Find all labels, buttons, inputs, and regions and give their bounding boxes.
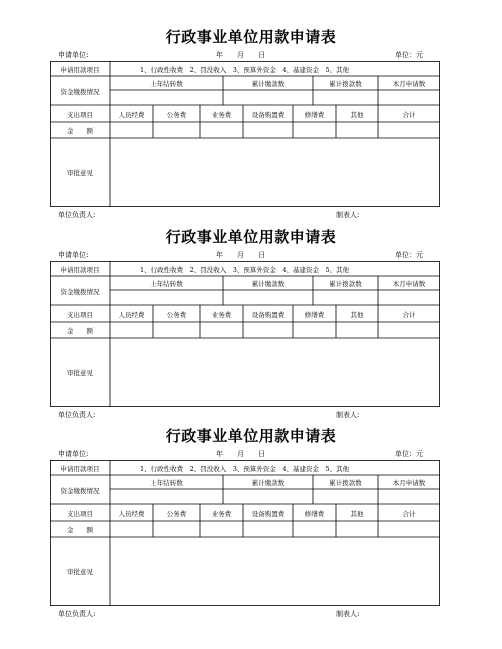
- form-title: 行政事业单位用款申请表: [165, 28, 337, 46]
- fund-header-prior-year: 上年结转数: [150, 479, 183, 487]
- expense-header-office: 公务费: [166, 311, 187, 319]
- expense-header-personnel: 人员经费: [118, 510, 145, 518]
- preparer-label: 制表人:: [336, 411, 360, 419]
- expense-header-equipment: 设备购置费: [251, 510, 285, 518]
- project-options-text: 1、行政性收费 2、罚没收入 3、预算外资金 4、基建资金 5、其他: [140, 266, 350, 274]
- currency-unit-label: 单位：元: [395, 450, 423, 458]
- row-label-project: 申请用款项目: [60, 66, 100, 74]
- expense-header-business: 业务费: [211, 510, 232, 518]
- row-label-expense: 支出项目: [67, 311, 93, 319]
- unit-head-label: 单位负责人:: [58, 610, 96, 618]
- applicant-unit-label: 申请单位:: [58, 251, 89, 259]
- fund-header-this-month: 本月申请数: [392, 80, 426, 88]
- expense-header-total: 合计: [402, 111, 416, 119]
- row-label-amount: 金 额: [67, 526, 93, 534]
- expense-header-business: 业务费: [211, 111, 232, 119]
- expense-header-repair: 修缮费: [304, 111, 325, 119]
- date-label: 年 月 日: [216, 51, 265, 59]
- expense-header-personnel: 人员经费: [118, 311, 145, 319]
- fund-header-cumulative-allocated: 累计拨款数: [329, 280, 362, 288]
- expense-header-office: 公务费: [166, 111, 187, 119]
- currency-unit-label: 单位：元: [395, 51, 423, 59]
- fund-header-cumulative-paid: 累计缴款数: [251, 280, 285, 288]
- expense-header-repair: 修缮费: [304, 510, 325, 518]
- applicant-unit-label: 申请单位:: [58, 450, 89, 458]
- row-label-fund-status: 资金缴拨情况: [60, 288, 100, 296]
- form-title: 行政事业单位用款申请表: [165, 427, 337, 445]
- row-label-project: 申请用款项目: [60, 465, 100, 473]
- preparer-label: 制表人:: [336, 211, 360, 219]
- expense-header-other: 其他: [350, 510, 364, 518]
- preparer-label: 制表人:: [336, 610, 360, 618]
- expense-header-other: 其他: [350, 111, 364, 119]
- unit-head-label: 单位负责人:: [58, 211, 96, 219]
- expense-header-repair: 修缮费: [304, 311, 325, 319]
- application-table: [50, 261, 440, 407]
- expense-header-equipment: 设备购置费: [251, 311, 285, 319]
- expense-header-total: 合计: [402, 311, 416, 319]
- date-label: 年 月 日: [216, 450, 265, 458]
- row-label-project: 申请用款项目: [60, 266, 100, 274]
- row-label-amount: 金 额: [67, 327, 93, 335]
- fund-header-this-month: 本月申请数: [392, 280, 426, 288]
- fund-header-this-month: 本月申请数: [392, 479, 426, 487]
- expense-header-office: 公务费: [166, 510, 187, 518]
- application-table: [50, 460, 440, 606]
- fund-header-prior-year: 上年结转数: [150, 280, 183, 288]
- application-table: [50, 61, 440, 207]
- expense-header-business: 业务费: [211, 311, 232, 319]
- row-label-fund-status: 资金缴拨情况: [60, 487, 100, 495]
- row-label-fund-status: 资金缴拨情况: [60, 88, 100, 96]
- fund-header-cumulative-paid: 累计缴款数: [251, 80, 285, 88]
- fund-header-cumulative-paid: 累计缴款数: [251, 479, 285, 487]
- row-label-approval: 审批意见: [67, 169, 93, 177]
- row-label-amount: 金 额: [67, 127, 93, 135]
- expense-header-other: 其他: [350, 311, 364, 319]
- row-label-expense: 支出项目: [67, 510, 93, 518]
- project-options-text: 1、行政性收费 2、罚没收入 3、预算外资金 4、基建资金 5、其他: [140, 465, 350, 473]
- row-label-approval: 审批意见: [67, 568, 93, 576]
- expense-header-personnel: 人员经费: [118, 111, 145, 119]
- form-title: 行政事业单位用款申请表: [165, 228, 337, 246]
- fund-header-cumulative-allocated: 累计拨款数: [329, 479, 362, 487]
- applicant-unit-label: 申请单位:: [58, 51, 89, 59]
- currency-unit-label: 单位：元: [395, 251, 423, 259]
- fund-header-prior-year: 上年结转数: [150, 80, 183, 88]
- expense-header-total: 合计: [402, 510, 416, 518]
- expense-header-equipment: 设备购置费: [251, 111, 285, 119]
- project-options-text: 1、行政性收费 2、罚没收入 3、预算外资金 4、基建资金 5、其他: [140, 66, 350, 74]
- date-label: 年 月 日: [216, 251, 265, 259]
- unit-head-label: 单位负责人:: [58, 411, 96, 419]
- row-label-approval: 审批意见: [67, 369, 93, 377]
- fund-header-cumulative-allocated: 累计拨款数: [329, 80, 362, 88]
- row-label-expense: 支出项目: [67, 111, 93, 119]
